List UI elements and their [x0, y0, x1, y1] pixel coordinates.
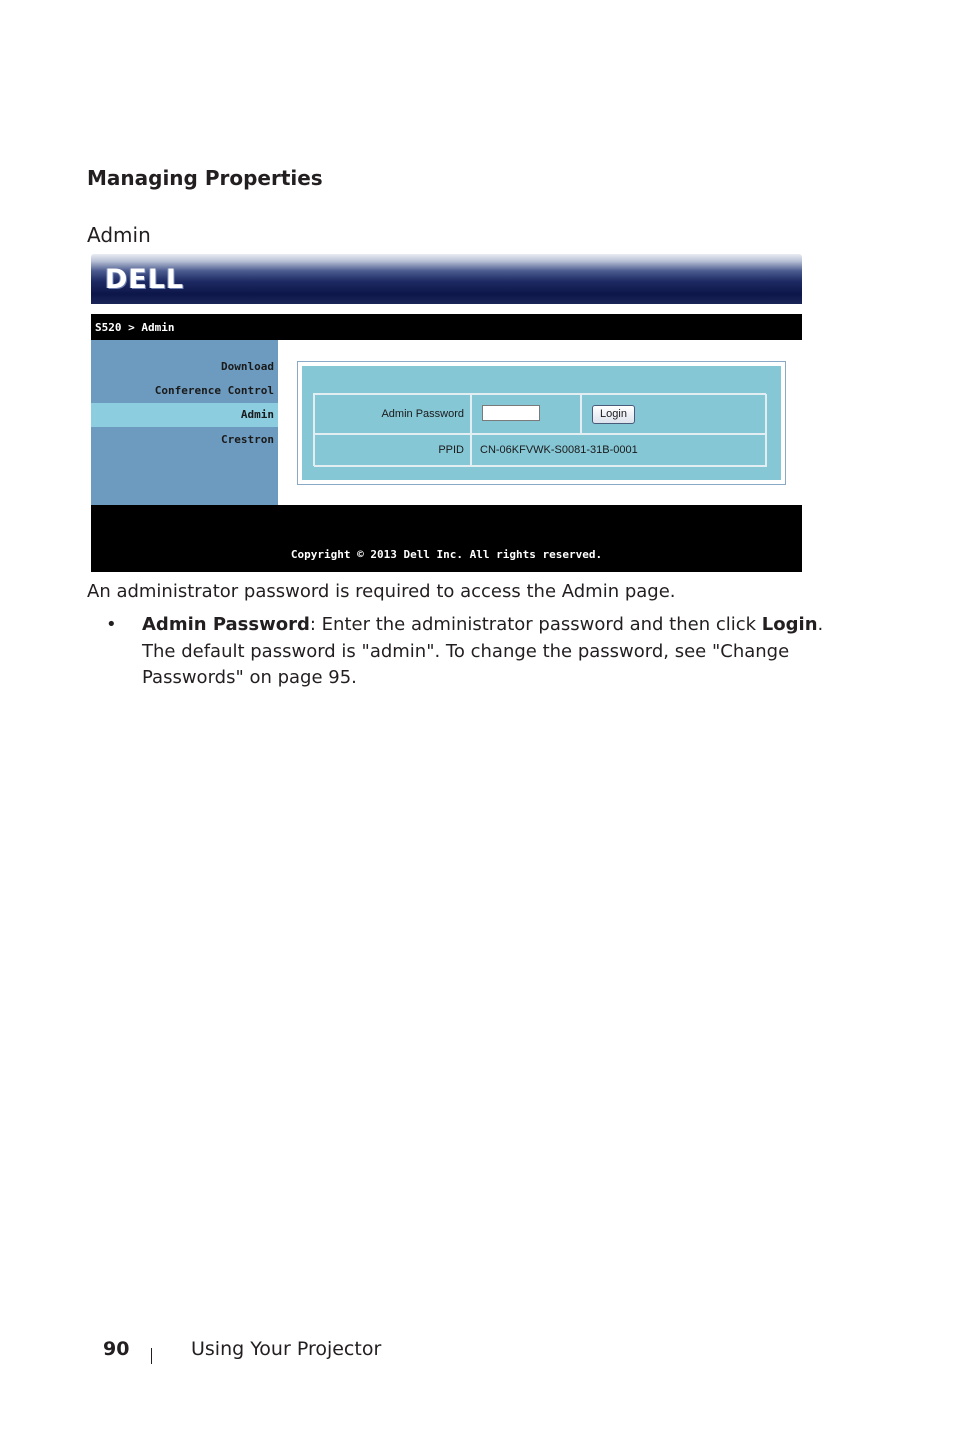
- password-input-cell: [471, 394, 581, 434]
- dell-logo: DELL: [105, 264, 185, 295]
- page-number: 90: [103, 1338, 130, 1360]
- sidebar-item-download[interactable]: Download: [221, 360, 274, 373]
- footer-section-title: Using Your Projector: [191, 1338, 382, 1360]
- login-button[interactable]: Login: [592, 405, 635, 424]
- footer-separator: [151, 1348, 152, 1364]
- content-frame: [297, 361, 786, 485]
- admin-page-screenshot: [91, 254, 802, 572]
- login-button-cell: [581, 394, 767, 434]
- sidebar-item-admin[interactable]: Admin: [91, 403, 278, 427]
- breadcrumb-bar: [91, 314, 802, 340]
- bullet-login-term: Login: [761, 614, 818, 635]
- sidebar-item-conference-control[interactable]: Conference Control: [154, 384, 274, 397]
- bullet-marker: •: [106, 614, 117, 635]
- sidebar-item-crestron[interactable]: Crestron: [221, 433, 274, 446]
- bullet-text-1: : Enter the administrator password and then click: [309, 614, 762, 635]
- intro-paragraph: An administrator password is required to access the Admin page.: [87, 581, 676, 602]
- banner-gap: [91, 304, 802, 314]
- sidebar-nav: [91, 340, 278, 505]
- ppid-value: CN-06KFVWK-S0081-31B-0001: [471, 434, 767, 467]
- bullet-admin-password: [142, 612, 842, 692]
- header-banner: [91, 254, 802, 304]
- admin-password-label: Admin Password: [314, 394, 471, 434]
- copyright-text: Copyright © 2013 Dell Inc. All rights reserved.: [290, 548, 603, 561]
- section-title: Managing Properties: [87, 166, 323, 190]
- subsection-title: Admin: [87, 223, 151, 247]
- bullet-text-2: . The default password is "admin". To change the password, see "Change Passwords" on page 95.: [142, 614, 824, 688]
- breadcrumb: S520 > Admin: [95, 321, 175, 334]
- admin-login-panel: [302, 366, 781, 480]
- bullet-term: Admin Password: [142, 614, 310, 635]
- login-form-table: [313, 393, 766, 466]
- footer-bar: [91, 505, 802, 572]
- admin-password-input[interactable]: [482, 405, 540, 421]
- ppid-label: PPID: [314, 434, 471, 467]
